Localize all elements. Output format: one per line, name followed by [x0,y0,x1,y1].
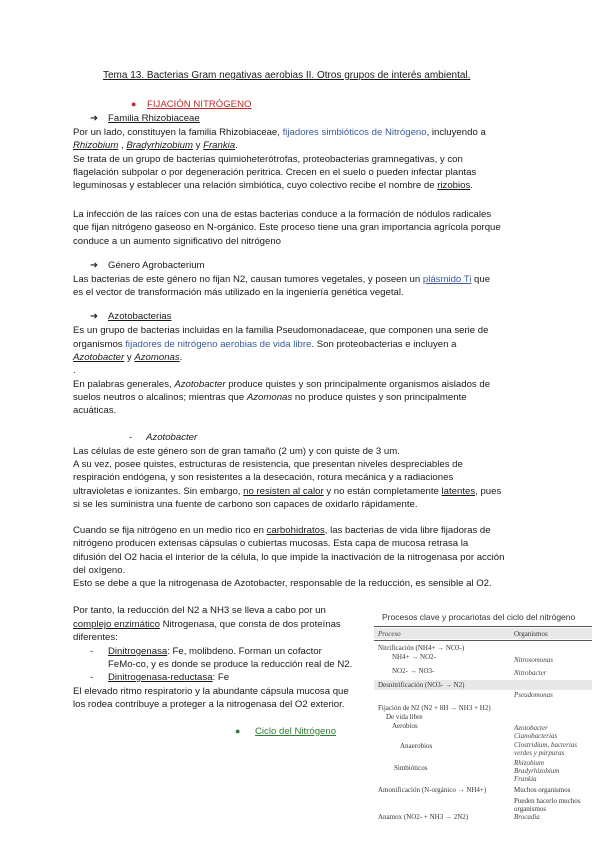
ciclo-nitrogeno-link[interactable]: Ciclo del Nitrógeno [255,726,337,737]
azotobacter-p2-line3: difusión del O2 hacia el interior de la célula, lo que impide la inactivación de la nitrogenasa por acción [73,552,505,563]
table-cell: Nitrificación (NH4+ → NO3-) [378,644,465,652]
azoto-p2-text-end: produce quistes y son principalmente organismos aislados de [225,379,491,390]
table-cell: Muchos organismos [514,786,571,794]
agro-line1-text: Las bacterias de este género no fijan N2, causan tumores vegetales, y poseen un [73,274,423,285]
azotobacter-p2-line5: Esto se debe a que la nitrogenasa de Azotobacter, responsable de la reducción, es sensible al O2. [73,578,492,589]
azoto-heading: Azotobacterias [108,311,172,322]
familia-p1-link: fijadores simbióticos de Nitrógeno [282,127,427,138]
azotobacter-p2-line2: nitrógeno producen extensas cápsulas o cubiertas mucosas. Esta capa de mucosa retrasa la [73,538,469,549]
familia-genera-line [73,140,238,152]
azotobacter-p2-text: Cuando se fija nitrógeno en un medio rico en [73,525,267,536]
table-cell: NO2- → NO3- [392,667,435,675]
dinitrogenasa-reductasa-line [108,672,229,684]
azotobacter-line4 [73,486,501,498]
col-organismos: Organismos [514,630,548,638]
azotobacter-p4-line1: El elevado ritmo respiratorio y la abundante cápsula mucosa que [73,686,349,697]
familia-p1-text-end: , incluyendo a [426,127,486,138]
dinitrogenasa-desc: : Fe, molibdeno. Forman un cofactor [167,646,322,657]
azoto-line1: Es un grupo de bacterias incluidas en la familia Pseudomonadaceae, que componen una serie de [73,325,489,336]
dinitrogenasa-line1 [108,646,322,658]
separator: y [124,352,135,363]
azotobacter-p2-text-end: , las bacterias de vida libre fijadoras de [324,525,491,536]
agro-line1 [73,274,490,286]
dash-bullet: - [90,672,94,683]
table-cell: Aerobios [392,722,418,730]
table-cell: Simbióticos [394,764,428,772]
arrow-icon: ➔ [90,260,99,271]
dinitrogenasa-reductasa-desc: : Fe [212,672,230,683]
term-plasmido-ti: plásmido Ti [422,274,472,285]
genus-frankia: Frankia [203,140,236,151]
term-complejo-enzimatico: complejo enzimático [73,619,160,630]
azoto-line2-end: . Son proteobacterias e incluyen a [311,339,457,350]
nitrogen-cycle-table [372,612,594,824]
azotobacter-line5: si se les suministra una fuente de carbono son capaces de oxidarlo rápidamente. [73,499,418,510]
azoto-p2-text: En palabras generales, [73,379,175,390]
table-cell: Rhizobium [514,759,544,767]
divider [374,626,592,627]
azotobacter-p4-line2: los rodea contribuye a proteger a la nitrogenasa del O2 exterior. [73,699,345,710]
agro-line2: es el vector de transformación más utilizado en la ingeniería genética vegetal. [73,287,404,298]
azoto-genera-line [73,352,182,364]
azotobacter-line4-end: , pues [475,486,502,497]
divider [374,640,592,641]
table-cell: Desnitrificación (NO3- → N2) [378,681,465,689]
azotobacter-p3-line3: diferentes: [73,632,118,643]
separator: y [192,140,204,151]
table-cell: NH4+ → NO2- [392,653,436,661]
genus-azotobacter: Azotobacter [73,352,125,363]
term-dinitrogenasa: Dinitrogenasa [108,646,168,657]
azoto-line2-text: organismos [73,339,126,350]
term-carbohidratos: carbohidratos [266,525,325,536]
azoto-line2 [73,339,456,351]
familia-p2-line3-text: leguminosas y establecer una relación simbiótica, cuyo colectivo recibe el nombre de [73,180,438,191]
azotobacter-p3-line1: Por tanto, la reducción del N2 a NH3 se lleva a cabo por un [73,605,326,616]
familia-heading: Familia Rhizobiaceae [108,113,200,124]
azotobacter-line4-text: ultravioletas e ionizantes. Sin embargo, [73,486,244,497]
azoto-p2-text-end: no produce quistes y son principalmente [292,392,467,403]
familia-p1-line1 [73,127,486,139]
arrow-icon: ➔ [90,113,99,124]
dash-bullet: - [129,432,133,443]
azoto-p2-line2 [73,392,467,404]
azoto-p2-line3: acuáticas. [73,405,117,416]
term-no-resisten-calor: no resisten al calor [243,486,324,497]
separator: , [118,140,127,151]
period: . [470,180,473,191]
agro-line1-end: que [471,274,491,285]
familia-p3-line3: conduce a un aumento significativo del nitrógeno [73,236,282,247]
table-cell: verdes y púrpuras [514,749,565,757]
header-bar [374,628,592,639]
familia-p2-line3 [73,180,473,192]
genus-azotobacter: Azotobacter [174,379,226,390]
azotobacter-p2-line1 [73,525,491,537]
azotobacter-line4-text2: y no están completamente [323,486,442,497]
agro-heading: Género Agrobacterium [108,260,205,271]
familia-p3-line2: que fijan nitrógeno gaseoso en N-orgánico. Este proceso tiene una gran importancia agrícola porque [73,222,501,233]
table-cell: Anamox (NO2- + NH3 → 2N2) [378,813,469,821]
azotobacter-heading: Azotobacter [146,432,198,443]
table-caption: Procesos clave y procariotas del ciclo del nitrógeno [382,612,576,622]
table-cell: Azotobacter [514,724,548,732]
table-cell: Nitrobacter [514,669,547,677]
familia-p1-text: Por un lado, constituyen la familia Rhizobiaceae, [73,127,283,138]
familia-p3-line1: La infección de las raíces con una de estas bacterias conduce a la formación de nódulos radicales [73,209,492,220]
familia-p2-line2: flagelación subpolar o por degeneración peritrica. Crecen en el suelo o pueden infectar plantas [73,167,477,178]
azotobacter-p2-line4: del oxígeno. [73,565,126,576]
period: . [179,352,183,363]
azoto-p2-text: suelos neutros o alcalinos; mientras que [73,392,247,403]
page-title: Tema 13. Bacterias Gram negativas aerobias II. Otros grupos de interés ambiental. [103,70,471,81]
table-cell: Bradyrhizobium [514,767,560,775]
col-proceso: Proceso [378,630,401,638]
table-cell: Amonificación (N-orgánico → NH4+) [378,786,487,794]
genus-azomonas: Azomonas [246,392,293,403]
term-rizobios: rizobios [437,180,471,191]
section-fijacion-heading: FIJACIÓN NITRÓGENO [147,99,252,110]
azotobacter-p3-line2 [73,619,341,631]
azoto-p2-line1 [73,379,490,391]
table-cell: Fijación de N2 (N2 + 8H → NH3 + H2) [378,704,491,712]
azoto-link: fijadores de nitrógeno aerobias de vida libre [125,339,312,350]
azotobacter-line3: respiración endógena, y son resistentes a la desecación, rotura mecánica y a radiaciones [73,472,454,483]
genus-rhizobium: Rhizobium [73,140,119,151]
table-cell: Pueden hacerlo muchos [514,797,581,805]
azotobacter-line2: A su vez, posee quistes, estructuras de resistencia, que presentan niveles despreciables de [73,459,463,470]
period: . [235,140,238,151]
table-cell: Frankia [514,775,537,783]
dash-bullet: - [90,646,94,657]
azotobacter-p3-text: Nitrogenasa, que consta de dos proteínas [159,619,341,630]
table-cell: De vida libre [386,713,423,721]
genus-azomonas: Azomonas [134,352,180,363]
stray-dot: . [73,365,76,376]
arrow-icon: ➔ [90,311,99,322]
azotobacter-line1: Las células de este género son de gran tamaño (2 um) y con quiste de 3 um. [73,446,400,457]
genus-bradyrhizobium: Bradyrhizobium [126,140,193,151]
dinitrogenasa-line2: FeMo-co, y es donde se produce la reducción real de N2. [108,659,353,670]
table-cell: Cianobacterias [514,732,558,740]
term-dinitrogenasa-reductasa: Dinitrogenasa-reductasa [108,672,213,683]
familia-p2-line1: Se trata de un grupo de bacterias quimioheterótrofas, proteobacterias gramnegativas, y con [73,154,463,165]
table-cell: organismos [514,805,547,813]
table-cell: Pseudomonas [514,691,553,699]
bullet-dot: ● [131,99,137,109]
table-cell: Nitrosomonas [514,656,554,664]
table-cell: Brocadia [514,813,540,821]
bullet-dot: ● [235,726,241,736]
term-latentes: latentes [441,486,476,497]
table-cell: Clostridium, bacterias [514,741,578,749]
table-cell: Anaerobios [400,742,433,750]
